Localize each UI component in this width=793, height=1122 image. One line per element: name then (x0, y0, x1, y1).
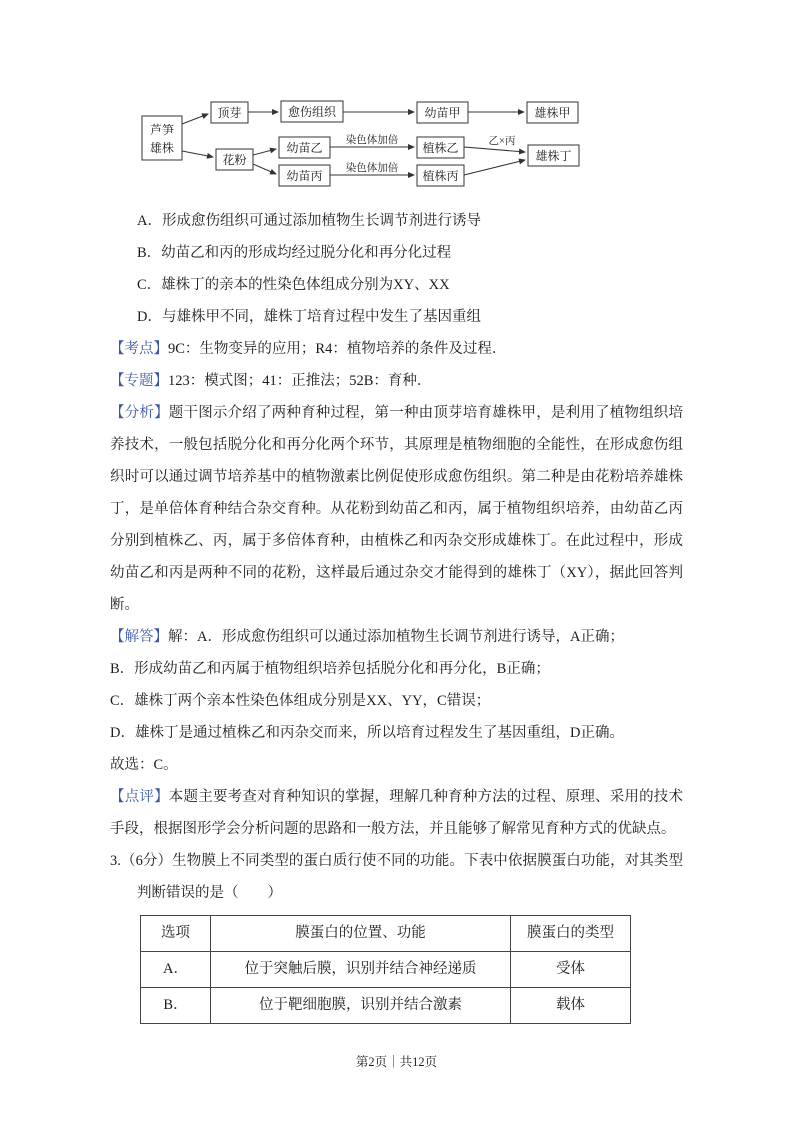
label-male-ding: 雄株丁 (535, 149, 572, 163)
jieda-tag: 【解答】 (110, 629, 168, 645)
label-cross-yi-bing: 乙×丙 (488, 136, 516, 147)
table-header-option: 选项 (141, 916, 211, 952)
label-callus: 愈伤组织 (287, 105, 337, 119)
fenxi-tag: 【分析】 (110, 405, 169, 421)
dianping-text: 本题主要考查对育种知识的掌握，理解几种育种方法的过程、原理、采用的技术手段，根据图形学会分析问题的思路和一般方法，并且能够了解常见育种方式的优缺点。 (110, 789, 684, 837)
jieda-conclusion: 故选：C。 (110, 757, 178, 773)
table-row (141, 952, 631, 988)
jieda-line-2: B．形成幼苗乙和丙属于植物组织培养包括脱分化和再分化，B正确； (110, 661, 550, 677)
table-header-row (141, 916, 631, 952)
dianping-tag: 【点评】 (110, 789, 169, 805)
label-asparagus-line2: 雄株 (149, 141, 175, 155)
question3-stem: 3.（6分）生物膜上不同类型的蛋白质行使不同的功能。下表中依据膜蛋白功能，对其类型判断错误的是（ ） (110, 853, 683, 901)
option-b: B．幼苗乙和丙的形成均经过脱分化和再分化过程 (137, 245, 452, 261)
jieda-text-a: 解：A．形成愈伤组织可以通过添加植物生长调节剂进行诱导，A正确； (168, 629, 624, 645)
label-seedling-jia: 幼苗甲 (424, 106, 461, 120)
membrane-protein-table (140, 915, 631, 1024)
page-footer: 第2页｜共12页 (355, 1055, 438, 1069)
label-apical-bud: 顶芽 (217, 106, 242, 120)
kaodian-text: 9C：生物变异的应用；R4：植物培养的条件及过程． (168, 341, 507, 357)
label-chromosome-doubling-top: 染色体加倍 (345, 135, 399, 146)
kaodian-tag: 【考点】 (110, 341, 168, 357)
option-d: D．与雄株甲不同，雄株丁培育过程中发生了基因重组 (137, 309, 481, 325)
label-seedling-yi: 幼苗乙 (286, 141, 323, 155)
flow-arrow (253, 149, 276, 155)
breeding-flow-diagram (136, 93, 596, 193)
zhuanti-line (110, 365, 683, 397)
label-seedling-bing: 幼苗丙 (286, 169, 323, 183)
cell-function-b: 位于靶细胞膜，识别并结合激素 (211, 988, 511, 1024)
zhuanti-tag: 【专题】 (110, 373, 168, 389)
fenxi-paragraph (110, 397, 683, 621)
cell-option-b: B． (141, 988, 211, 1024)
cell-type-a: 受体 (511, 952, 631, 988)
jieda-line-1 (110, 621, 683, 653)
kaodian-line (110, 333, 683, 365)
question2-block (0, 205, 793, 1024)
flow-arrow (464, 160, 525, 175)
flow-arrow (182, 151, 213, 157)
jieda-line-3: C．雄株丁两个亲本性染色体组成分别是XX、YY，C错误； (110, 693, 491, 709)
label-male-jia: 雄株甲 (534, 106, 571, 120)
table-header-type: 膜蛋白的类型 (511, 916, 631, 952)
flow-arrow (182, 114, 208, 124)
jieda-line-4: D．雄株丁是通过植株乙和丙杂交而来，所以培育过程发生了基因重组，D正确。 (110, 725, 624, 741)
cell-option-a: A． (141, 952, 211, 988)
table-header-location-function: 膜蛋白的位置、功能 (211, 916, 511, 952)
dianping-paragraph (110, 781, 683, 845)
label-plant-yi: 植株乙 (422, 141, 459, 155)
option-a: A．形成愈伤组织可通过添加植物生长调节剂进行诱导 (137, 213, 481, 229)
label-asparagus-line1: 芦笋 (149, 123, 175, 137)
label-plant-bing: 植株丙 (422, 169, 459, 183)
cell-function-a: 位于突触后膜，识别并结合神经递质 (211, 952, 511, 988)
zhuanti-text: 123：模式图；41：正推法；52B：育种． (168, 373, 432, 389)
flow-arrow (253, 164, 276, 174)
fenxi-text: 题干图示介绍了两种育种过程，第一种由顶芽培育雄株甲，是利用了植物组织培养技术，一般包括脱分化和再分化两个环节，其原理是植物细胞的全能性，在形成愈伤组织时可以通过调节培养基中的植物激素比例促使形成愈伤组织。第二种是由花粉培养雄株丁，是单倍体育种结合杂交育种。从花粉到幼苗乙和丙，属于植物组织培养，由幼苗乙丙分别到植株乙、丙，属于多倍体育种，由植株乙和丙杂交形成雄株丁。在此过程中，形成幼苗乙和丙是两种不同的花粉，这样最后通过杂交才能得到的雄株丁（XY），据此回答判断。 (110, 405, 684, 613)
label-pollen: 花粉 (222, 153, 247, 167)
table-row (141, 988, 631, 1024)
label-chromosome-doubling-bottom: 染色体加倍 (345, 163, 399, 174)
option-c: C．雄株丁的亲本的性染色体组成分别为XY、XX (137, 277, 450, 293)
flow-arrow (464, 147, 525, 152)
cell-type-b: 载体 (511, 988, 631, 1024)
